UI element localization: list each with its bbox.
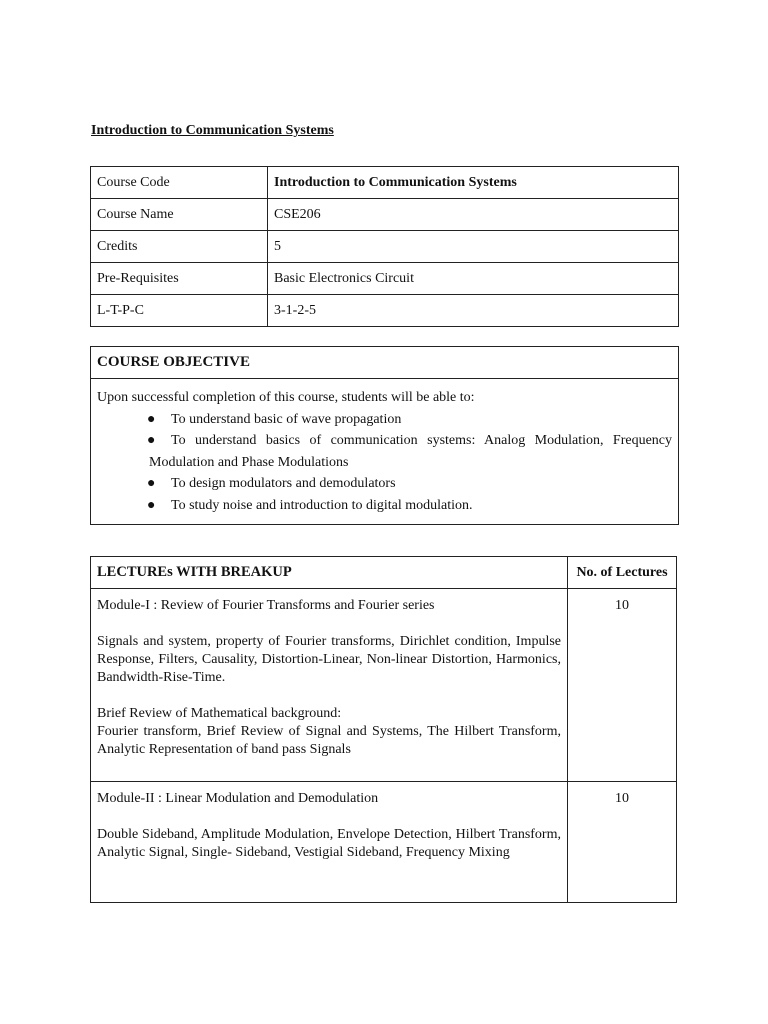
bullet-icon: ● [147,433,156,448]
table-row [91,231,679,263]
module-cell [91,782,568,903]
course-objective-table [90,346,679,525]
table-row [91,295,679,327]
info-key: Pre-Requisites [91,263,268,295]
list-item: ● To understand basic of wave propagation [97,409,672,431]
info-key: Credits [91,231,268,263]
objective-body [91,379,679,525]
table-row [91,263,679,295]
module-description: Double Sideband, Amplitude Modulation, Envelope Detection, Hilbert Transform, Analytic Signal, Single- Sideband, Vestigial Sideband, Frequency Mixing [97,827,561,860]
list-item: ● To understand basics of communication systems: Analog Modulation, Frequency Modulation and Phase Modulations [97,430,672,473]
module-title: Module-II : Linear Modulation and Demodulation [97,791,379,806]
module-description: Signals and system, property of Fourier transforms, Dirichlet condition, Impulse Response, Filters, Causality, Distortion-Linear, Non-linear Distortion, Harmonics, Bandwidth-Rise-Time. [97,634,561,685]
list-item: ● To design modulators and demodulators [97,473,672,495]
bullet-icon: ● [147,411,156,427]
info-value: CSE206 [268,199,679,231]
list-item: ● To study noise and introduction to digital modulation. [97,495,672,517]
bullet-icon: ● [147,497,156,513]
module-description: Fourier transform, Brief Review of Signal and Systems, The Hilbert Transform, Analytic Representation of band pass Signals [97,724,561,757]
info-value: 3-1-2-5 [268,295,679,327]
course-info-table [90,166,679,327]
module-subtitle: Brief Review of Mathematical background: [97,706,342,721]
info-key: Course Code [91,167,268,199]
module-title: Module-I : Review of Fourier Transforms and Fourier series [97,598,435,613]
objective-list [97,409,672,517]
info-key: L-T-P-C [91,295,268,327]
lecture-count-header: No. of Lectures [568,557,677,589]
info-key: Course Name [91,199,268,231]
lecture-count: 10 [568,589,677,782]
table-row [91,782,677,903]
table-row [91,167,679,199]
document-title: Introduction to Communication Systems [91,123,334,138]
lecture-count: 10 [568,782,677,903]
info-value: 5 [268,231,679,263]
objective-heading: COURSE OBJECTIVE [91,347,679,379]
lectures-table [90,556,677,903]
info-value: Introduction to Communication Systems [268,167,679,199]
info-value: Basic Electronics Circuit [268,263,679,295]
table-row [91,589,677,782]
lectures-header: LECTUREs WITH BREAKUP [91,557,568,589]
bullet-icon: ● [147,476,156,491]
objective-intro: Upon successful completion of this course, students will be able to: [97,390,475,405]
table-row [91,199,679,231]
module-cell [91,589,568,782]
